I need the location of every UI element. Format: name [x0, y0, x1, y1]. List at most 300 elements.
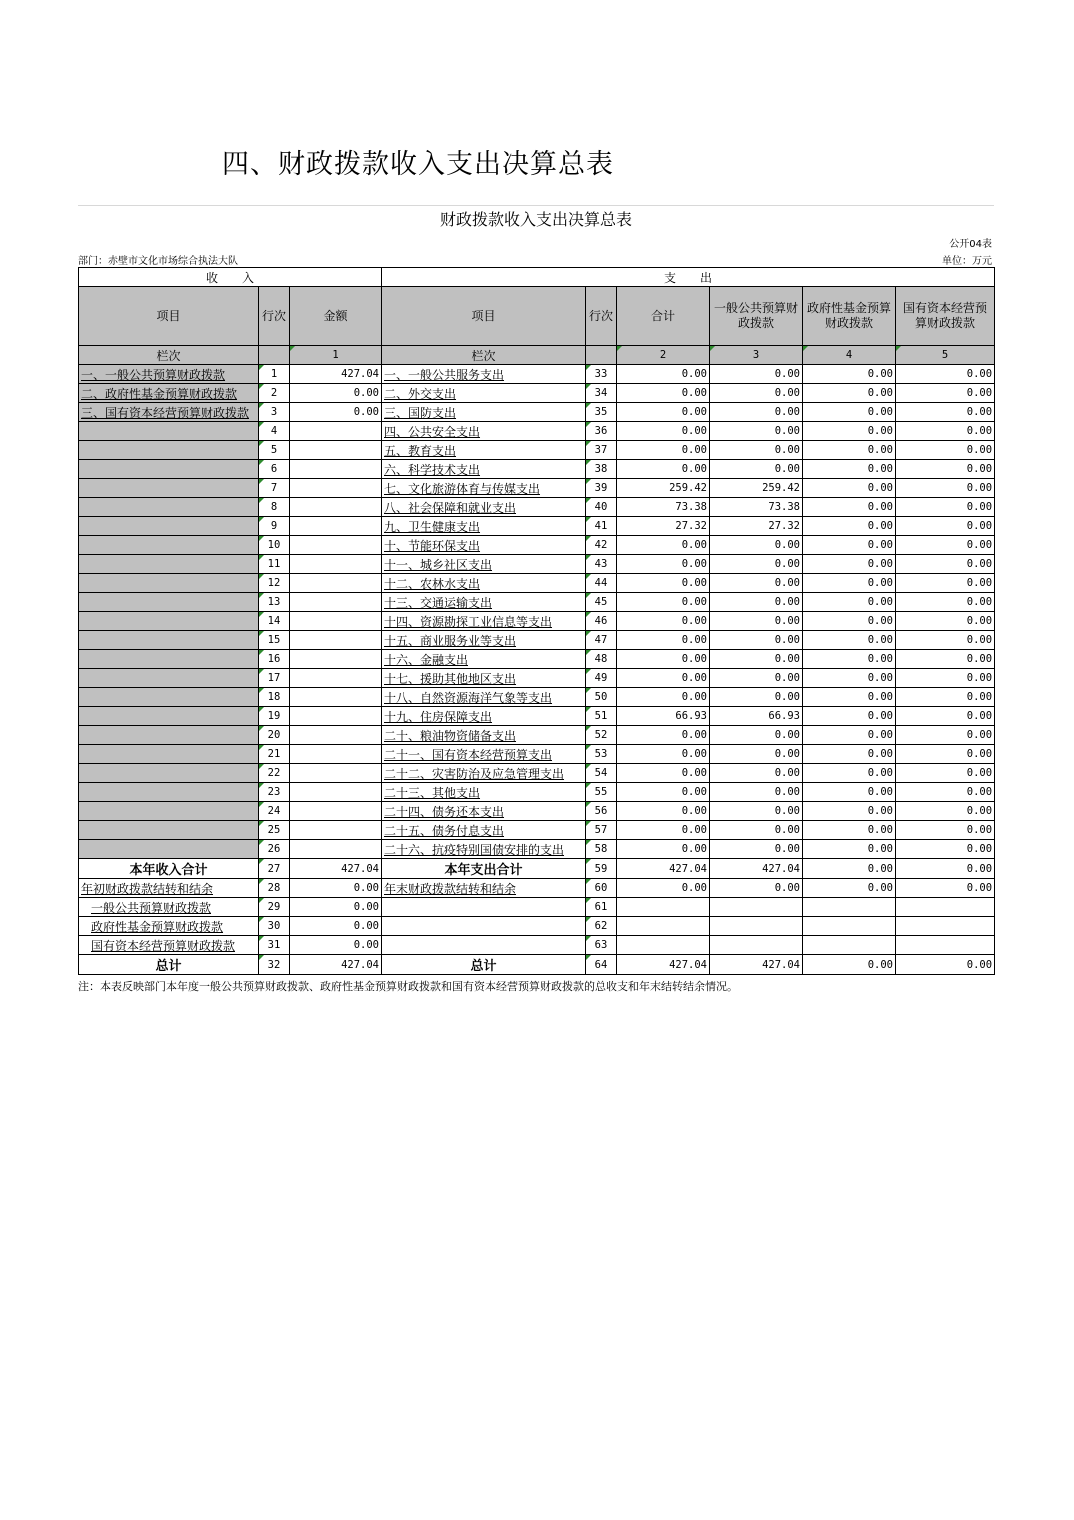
year-expense-state: 0.00: [896, 859, 995, 879]
expense-fund: 0.00: [803, 688, 896, 707]
income-item: [79, 764, 259, 783]
table-row: [79, 498, 995, 517]
carry-sub-line-no: 29: [259, 898, 290, 917]
expense-line-no: 40: [586, 498, 617, 517]
year-income-line-no: 27: [259, 859, 290, 879]
income-amount: [290, 745, 382, 764]
expense-state: 0.00: [896, 384, 995, 403]
expense-line-no: 36: [586, 422, 617, 441]
expense-general: 0.00: [710, 764, 803, 783]
department-label: 部门：赤壁市文化市场综合执法大队: [78, 256, 238, 267]
income-amount: [290, 555, 382, 574]
expense-fund: 0.00: [803, 669, 896, 688]
expense-line-no: 54: [586, 764, 617, 783]
table-row: [79, 403, 995, 422]
carry-sub-expense-line-no: 62: [586, 917, 617, 936]
income-item: [79, 745, 259, 764]
year-income-amount: 427.04: [290, 859, 382, 879]
header-item-expense: 项目: [382, 287, 586, 346]
expense-line-no: 58: [586, 840, 617, 859]
income-item: [79, 783, 259, 802]
blank: [896, 898, 995, 917]
expense-general: 0.00: [710, 555, 803, 574]
blank: [896, 917, 995, 936]
income-line-no: 24: [259, 802, 290, 821]
expense-line-no: 33: [586, 365, 617, 384]
carry-sub-label: 政府性基金预算财政拨款: [79, 917, 259, 936]
expense-line-no: 46: [586, 612, 617, 631]
blank: [803, 898, 896, 917]
expense-general: 0.00: [710, 403, 803, 422]
expense-fund: 0.00: [803, 517, 896, 536]
header-fund: 政府性基金预算财政拨款: [803, 287, 896, 346]
expense-line-no: 47: [586, 631, 617, 650]
table-row: [79, 802, 995, 821]
year-expense-line-no: 59: [586, 859, 617, 879]
expense-line-no: 49: [586, 669, 617, 688]
income-amount: 0.00: [290, 384, 382, 403]
income-item: [79, 422, 259, 441]
carry-sub-amount: 0.00: [290, 898, 382, 917]
expense-item: 十二、农林水支出: [382, 574, 586, 593]
expense-general: 0.00: [710, 593, 803, 612]
expense-total: 0.00: [617, 612, 710, 631]
carry-sub-amount: 0.00: [290, 936, 382, 955]
year-expense-label: 本年支出合计: [382, 859, 586, 879]
income-line-no: 2: [259, 384, 290, 403]
expense-total: 0.00: [617, 764, 710, 783]
carry-sub-blank: [382, 936, 586, 955]
expense-fund: 0.00: [803, 498, 896, 517]
expense-line-no: 39: [586, 479, 617, 498]
blank: [710, 917, 803, 936]
income-item: [79, 726, 259, 745]
expense-state: 0.00: [896, 745, 995, 764]
income-amount: [290, 802, 382, 821]
income-item: [79, 650, 259, 669]
table-row: [79, 688, 995, 707]
expense-line-no: 44: [586, 574, 617, 593]
table-row: [79, 821, 995, 840]
income-item: 一、一般公共预算财政拨款: [79, 365, 259, 384]
expense-total: 0.00: [617, 555, 710, 574]
blank: [617, 898, 710, 917]
table-row: [79, 650, 995, 669]
expense-item: 九、卫生健康支出: [382, 517, 586, 536]
table-row: [79, 593, 995, 612]
table-row: [79, 612, 995, 631]
table-row: [79, 384, 995, 403]
expense-state: 0.00: [896, 802, 995, 821]
expense-item: 二十二、灾害防治及应急管理支出: [382, 764, 586, 783]
expense-fund: 0.00: [803, 574, 896, 593]
year-expense-fund: 0.00: [803, 859, 896, 879]
income-amount: 0.00: [290, 403, 382, 422]
expense-state: 0.00: [896, 536, 995, 555]
expense-total: 0.00: [617, 384, 710, 403]
expense-fund: 0.00: [803, 726, 896, 745]
blank: [710, 936, 803, 955]
income-amount: [290, 612, 382, 631]
expense-general: 0.00: [710, 745, 803, 764]
expense-line-no: 56: [586, 802, 617, 821]
grand-expense-line-no: 64: [586, 955, 617, 975]
income-line-no: 1: [259, 365, 290, 384]
income-item: [79, 460, 259, 479]
income-amount: [290, 764, 382, 783]
table-row: [79, 441, 995, 460]
expense-total: 0.00: [617, 441, 710, 460]
income-line-no: 3: [259, 403, 290, 422]
col-label-expense: 栏次: [382, 346, 586, 365]
expense-state: 0.00: [896, 764, 995, 783]
col-3: 3: [710, 346, 803, 365]
income-amount: [290, 593, 382, 612]
carry-begin-line-no: 28: [259, 879, 290, 898]
expense-fund: 0.00: [803, 650, 896, 669]
expense-total: 0.00: [617, 536, 710, 555]
expense-fund: 0.00: [803, 631, 896, 650]
blank: [803, 917, 896, 936]
expense-item: 三、国防支出: [382, 403, 586, 422]
expense-item: 七、文化旅游体育与传媒支出: [382, 479, 586, 498]
expense-item: 二十三、其他支出: [382, 783, 586, 802]
carry-end-line-no: 60: [586, 879, 617, 898]
carry-sub-row: [79, 917, 995, 936]
expense-item: 十七、援助其他地区支出: [382, 669, 586, 688]
expense-total: 0.00: [617, 593, 710, 612]
footnote: 注：本表反映部门本年度一般公共预算财政拨款、政府性基金预算财政拨款和国有资本经营预算财政拨款的总收支和年末结转结余情况。: [78, 980, 738, 993]
expense-item: 十、节能环保支出: [382, 536, 586, 555]
table-row: [79, 707, 995, 726]
income-amount: [290, 536, 382, 555]
table-row: [79, 479, 995, 498]
table-row: [79, 783, 995, 802]
blank: [803, 936, 896, 955]
expense-fund: 0.00: [803, 593, 896, 612]
carry-end-total: 0.00: [617, 879, 710, 898]
expense-item: 二十六、抗疫特别国债安排的支出: [382, 840, 586, 859]
income-amount: [290, 631, 382, 650]
income-line-no: 4: [259, 422, 290, 441]
expense-total: 0.00: [617, 403, 710, 422]
table-row: [79, 631, 995, 650]
expense-item: 十四、资源勘探工业信息等支出: [382, 612, 586, 631]
expense-item: 二十五、债务付息支出: [382, 821, 586, 840]
col-blank: [259, 346, 290, 365]
income-item: [79, 631, 259, 650]
income-line-no: 20: [259, 726, 290, 745]
income-amount: [290, 688, 382, 707]
income-item: [79, 840, 259, 859]
income-amount: [290, 783, 382, 802]
expense-line-no: 48: [586, 650, 617, 669]
expense-item: 十八、自然资源海洋气象等支出: [382, 688, 586, 707]
expense-fund: 0.00: [803, 365, 896, 384]
expense-fund: 0.00: [803, 422, 896, 441]
expense-state: 0.00: [896, 650, 995, 669]
expense-fund: 0.00: [803, 764, 896, 783]
expense-general: 0.00: [710, 574, 803, 593]
expense-total: 0.00: [617, 460, 710, 479]
grand-expense-total: 427.04: [617, 955, 710, 975]
income-line-no: 19: [259, 707, 290, 726]
header-general: 一般公共预算财政拨款: [710, 287, 803, 346]
expense-line-no: 52: [586, 726, 617, 745]
table-row: [79, 555, 995, 574]
expense-state: 0.00: [896, 555, 995, 574]
expense-general: 0.00: [710, 802, 803, 821]
expense-general: 0.00: [710, 631, 803, 650]
expense-general: 73.38: [710, 498, 803, 517]
blank: [617, 917, 710, 936]
expense-line-no: 42: [586, 536, 617, 555]
carry-sub-amount: 0.00: [290, 917, 382, 936]
income-line-no: 16: [259, 650, 290, 669]
expense-general: 0.00: [710, 688, 803, 707]
income-amount: 427.04: [290, 365, 382, 384]
expense-general: 259.42: [710, 479, 803, 498]
expense-line-no: 50: [586, 688, 617, 707]
table-row: [79, 536, 995, 555]
carry-end-fund: 0.00: [803, 879, 896, 898]
col-4: 4: [803, 346, 896, 365]
expense-state: 0.00: [896, 821, 995, 840]
col-1: 1: [290, 346, 382, 365]
expense-line-no: 35: [586, 403, 617, 422]
carry-sub-expense-line-no: 63: [586, 936, 617, 955]
grand-expense-fund: 0.00: [803, 955, 896, 975]
col-5: 5: [896, 346, 995, 365]
expense-general: 0.00: [710, 840, 803, 859]
income-amount: [290, 821, 382, 840]
income-item: [79, 498, 259, 517]
income-line-no: 8: [259, 498, 290, 517]
carry-row: [79, 879, 995, 898]
income-line-no: 6: [259, 460, 290, 479]
expense-total: 0.00: [617, 631, 710, 650]
expense-fund: 0.00: [803, 460, 896, 479]
expense-total: 0.00: [617, 726, 710, 745]
income-item: [79, 536, 259, 555]
expense-item: 十三、交通运输支出: [382, 593, 586, 612]
expense-fund: 0.00: [803, 840, 896, 859]
income-line-no: 17: [259, 669, 290, 688]
income-item: [79, 593, 259, 612]
table-row: [79, 745, 995, 764]
carry-sub-blank: [382, 898, 586, 917]
unit-label: 单位：万元: [942, 256, 992, 267]
expense-fund: 0.00: [803, 745, 896, 764]
expense-state: 0.00: [896, 783, 995, 802]
expense-item: 十六、金融支出: [382, 650, 586, 669]
income-item: [79, 441, 259, 460]
blank: [710, 898, 803, 917]
expense-state: 0.00: [896, 669, 995, 688]
expense-total: 0.00: [617, 802, 710, 821]
carry-sub-blank: [382, 917, 586, 936]
expense-line-no: 38: [586, 460, 617, 479]
income-item: [79, 821, 259, 840]
expense-state: 0.00: [896, 517, 995, 536]
expense-line-no: 53: [586, 745, 617, 764]
expense-item: 六、科学技术支出: [382, 460, 586, 479]
expense-general: 27.32: [710, 517, 803, 536]
income-line-no: 9: [259, 517, 290, 536]
expense-item: 二十四、债务还本支出: [382, 802, 586, 821]
income-item: [79, 707, 259, 726]
expense-state: 0.00: [896, 612, 995, 631]
grand-total-row: [79, 955, 995, 975]
form-code-row: [78, 233, 994, 250]
income-amount: [290, 574, 382, 593]
expense-total: 0.00: [617, 821, 710, 840]
expense-state: 0.00: [896, 479, 995, 498]
income-amount: [290, 707, 382, 726]
expense-state: 0.00: [896, 441, 995, 460]
expense-general: 0.00: [710, 726, 803, 745]
expense-total: 0.00: [617, 745, 710, 764]
totals-row: [79, 859, 995, 879]
income-amount: [290, 460, 382, 479]
table-row: [79, 669, 995, 688]
meta-row: [78, 250, 994, 267]
col-2: 2: [617, 346, 710, 365]
expense-total: 0.00: [617, 840, 710, 859]
expense-fund: 0.00: [803, 783, 896, 802]
expense-general: 0.00: [710, 460, 803, 479]
income-line-no: 25: [259, 821, 290, 840]
expense-item: 二、外交支出: [382, 384, 586, 403]
expense-line-no: 55: [586, 783, 617, 802]
expense-general: 0.00: [710, 821, 803, 840]
income-line-no: 5: [259, 441, 290, 460]
year-expense-total: 427.04: [617, 859, 710, 879]
table-title: 财政拨款收入支出决算总表: [78, 205, 994, 233]
header-item: 项目: [79, 287, 259, 346]
carry-sub-expense-line-no: 61: [586, 898, 617, 917]
income-amount: [290, 840, 382, 859]
income-amount: [290, 650, 382, 669]
expense-state: 0.00: [896, 593, 995, 612]
income-line-no: 10: [259, 536, 290, 555]
expense-total: 0.00: [617, 650, 710, 669]
section-expense: 支 出: [382, 268, 995, 287]
expense-state: 0.00: [896, 726, 995, 745]
expense-item: 十九、住房保障支出: [382, 707, 586, 726]
page-title: 四、财政拨款收入支出决算总表: [222, 149, 614, 180]
grand-income-line-no: 32: [259, 955, 290, 975]
expense-general: 0.00: [710, 536, 803, 555]
carry-sub-label: 国有资本经营预算财政拨款: [79, 936, 259, 955]
income-item: [79, 612, 259, 631]
expense-total: 73.38: [617, 498, 710, 517]
income-item: [79, 669, 259, 688]
income-amount: [290, 479, 382, 498]
income-line-no: 18: [259, 688, 290, 707]
carry-begin-label: 年初财政拨款结转和结余: [79, 879, 259, 898]
expense-general: 0.00: [710, 783, 803, 802]
year-income-label: 本年收入合计: [79, 859, 259, 879]
expense-general: 0.00: [710, 365, 803, 384]
expense-fund: 0.00: [803, 536, 896, 555]
expense-state: 0.00: [896, 574, 995, 593]
blank: [896, 936, 995, 955]
expense-state: 0.00: [896, 422, 995, 441]
expense-state: 0.00: [896, 403, 995, 422]
header-total: 合计: [617, 287, 710, 346]
income-line-no: 23: [259, 783, 290, 802]
income-item: [79, 802, 259, 821]
income-line-no: 13: [259, 593, 290, 612]
income-item: [79, 517, 259, 536]
table-row: [79, 764, 995, 783]
income-line-no: 15: [259, 631, 290, 650]
table-row: [79, 460, 995, 479]
grand-income-label: 总计: [79, 955, 259, 975]
expense-item: 四、公共安全支出: [382, 422, 586, 441]
expense-total: 66.93: [617, 707, 710, 726]
carry-sub-line-no: 30: [259, 917, 290, 936]
expense-state: 0.00: [896, 707, 995, 726]
table-row: [79, 517, 995, 536]
expense-state: 0.00: [896, 631, 995, 650]
income-amount: [290, 669, 382, 688]
section-income: 收 入: [79, 268, 382, 287]
income-amount: [290, 726, 382, 745]
income-line-no: 11: [259, 555, 290, 574]
income-line-no: 7: [259, 479, 290, 498]
table-row: [79, 726, 995, 745]
expense-line-no: 41: [586, 517, 617, 536]
col-label: 栏次: [79, 346, 259, 365]
header-amount: 金额: [290, 287, 382, 346]
table-row: [79, 422, 995, 441]
carry-sub-label: 一般公共预算财政拨款: [79, 898, 259, 917]
carry-sub-row: [79, 936, 995, 955]
income-item: 二、政府性基金预算财政拨款: [79, 384, 259, 403]
expense-fund: 0.00: [803, 821, 896, 840]
income-item: 三、国有资本经营预算财政拨款: [79, 403, 259, 422]
expense-item: 十五、商业服务业等支出: [382, 631, 586, 650]
col-blank-expense: [586, 346, 617, 365]
income-line-no: 12: [259, 574, 290, 593]
expense-total: 0.00: [617, 422, 710, 441]
expense-fund: 0.00: [803, 479, 896, 498]
expense-item: 八、社会保障和就业支出: [382, 498, 586, 517]
income-item: [79, 479, 259, 498]
budget-sheet: [78, 205, 994, 994]
expense-fund: 0.00: [803, 707, 896, 726]
grand-expense-label: 总计: [382, 955, 586, 975]
grand-expense-general: 427.04: [710, 955, 803, 975]
income-amount: [290, 498, 382, 517]
expense-total: 0.00: [617, 365, 710, 384]
table-row: [79, 574, 995, 593]
expense-line-no: 37: [586, 441, 617, 460]
expense-general: 0.00: [710, 384, 803, 403]
expense-total: 0.00: [617, 574, 710, 593]
carry-end-state: 0.00: [896, 879, 995, 898]
expense-general: 0.00: [710, 422, 803, 441]
year-expense-general: 427.04: [710, 859, 803, 879]
income-line-no: 26: [259, 840, 290, 859]
carry-begin-amount: 0.00: [290, 879, 382, 898]
carry-end-general: 0.00: [710, 879, 803, 898]
header-state: 国有资本经营预算财政拨款: [896, 287, 995, 346]
blank: [617, 936, 710, 955]
expense-state: 0.00: [896, 460, 995, 479]
